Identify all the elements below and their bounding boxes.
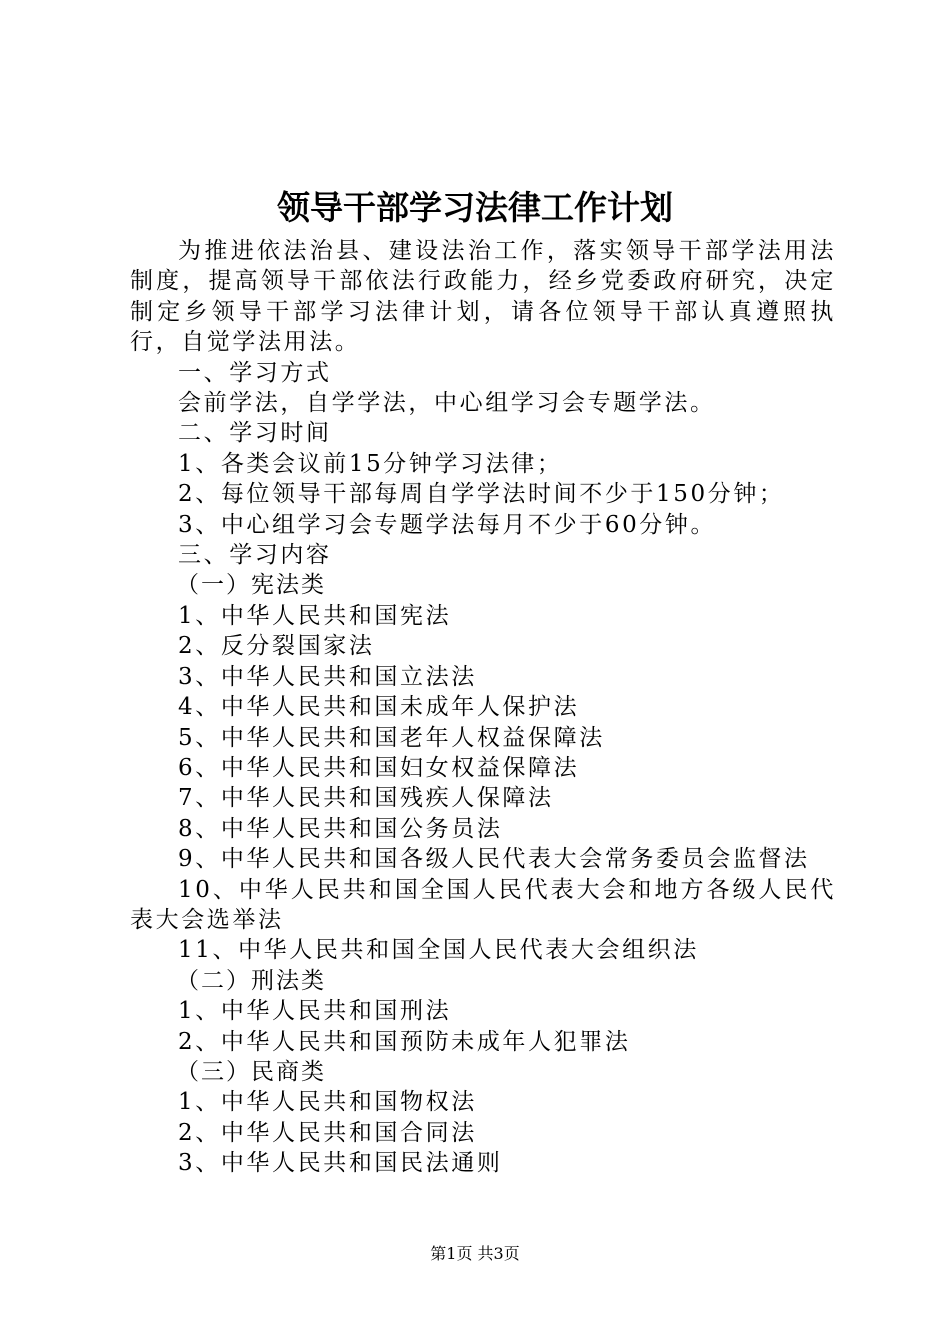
- section-heading-content: 三、学习内容: [178, 542, 332, 569]
- list-item: 3、中心组学习会专题学法每月不少于60分钟。: [178, 511, 717, 538]
- section-heading-method: 一、学习方式: [178, 359, 332, 386]
- list-item: 1、中华人民共和国刑法: [178, 998, 452, 1025]
- list-item: 4、中华人民共和国未成年人保护法: [178, 694, 580, 721]
- list-item: 1、各类会议前15分钟学习法律；: [178, 450, 563, 477]
- list-item: 1、中华人民共和国物权法: [178, 1089, 477, 1116]
- list-item: 5、中华人民共和国老年人权益保障法: [178, 724, 605, 751]
- list-item: 7、中华人民共和国残疾人保障法: [178, 785, 554, 812]
- list-item: 1、中华人民共和国宪法: [178, 602, 452, 629]
- section-heading-time: 二、学习时间: [178, 420, 332, 447]
- list-item: 11、中华人民共和国全国人民代表大会组织法: [178, 937, 699, 964]
- list-item: 3、中华人民共和国民法通则: [178, 1150, 503, 1177]
- list-item: 2、反分裂国家法: [178, 633, 375, 660]
- paragraph-intro: 为推进依法治县、建设法治工作，落实领导干部学法用法制度，提高领导干部依法行政能力，经乡党委政府研究，决定制定乡领导干部学习法律计划，请各位领导干部认真遵照执行，自觉学法用法。: [130, 238, 836, 356]
- list-item: 2、中华人民共和国合同法: [178, 1119, 477, 1146]
- subsection-heading-civil: （三）民商类: [176, 1058, 326, 1085]
- document-body: [130, 236, 836, 1179]
- subsection-heading-criminal: （二）刑法类: [176, 967, 326, 994]
- list-item: 2、中华人民共和国预防未成年人犯罪法: [178, 1028, 631, 1055]
- list-item: 9、中华人民共和国各级人民代表大会常务委员会监督法: [178, 846, 810, 873]
- list-item: 2、每位领导干部每周自学学法时间不少于150分钟；: [178, 481, 785, 508]
- list-item: 6、中华人民共和国妇女权益保障法: [178, 754, 580, 781]
- paragraph-method: 会前学法，自学学法，中心组学习会专题学法。: [178, 390, 716, 417]
- page-footer: 第1页 共3页: [430, 1244, 520, 1263]
- list-item: 10、中华人民共和国全国人民代表大会和地方各级人民代表大会选举法: [130, 876, 836, 933]
- subsection-heading-constitution: （一）宪法类: [176, 572, 326, 599]
- list-item: 3、中华人民共和国立法法: [178, 663, 477, 690]
- list-item: 8、中华人民共和国公务员法: [178, 815, 503, 842]
- page-title: 领导干部学习法律工作计划: [277, 188, 673, 227]
